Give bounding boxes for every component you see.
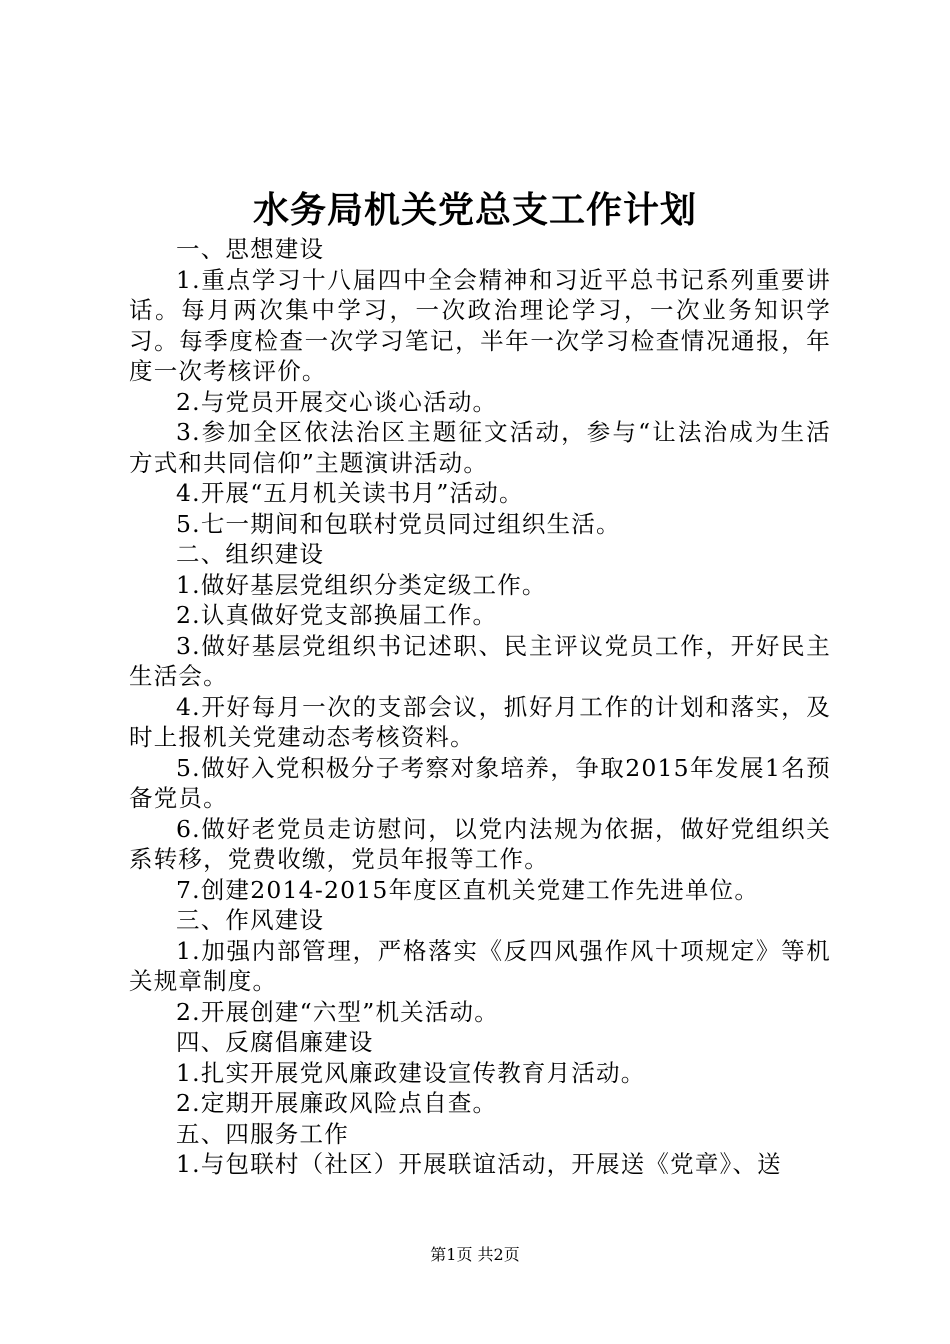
paragraph: 2.认真做好党支部换届工作。 bbox=[176, 601, 498, 629]
paragraph: 1.做好基层党组织分类定级工作。 bbox=[176, 570, 547, 599]
section-heading: 五、四服务工作 bbox=[176, 1119, 349, 1148]
document-body bbox=[129, 234, 831, 1180]
paragraph: 5.做好入党积极分子考察对象培养，争取2015年发展1名预备党员。 bbox=[129, 753, 831, 812]
paragraph: 7.创建2014-2015年度区直机关党建工作先进单位。 bbox=[176, 875, 760, 904]
paragraph: 5.七一期间和包联村党员同过组织生活。 bbox=[176, 509, 621, 538]
paragraph: 4.开好每月一次的支部会议，抓好月工作的计划和落实，及时上报机关党建动态考核资料。 bbox=[129, 692, 831, 751]
paragraph: 2.定期开展廉政风险点自查。 bbox=[176, 1089, 498, 1117]
paragraph: 1.与包联村（社区）开展联谊活动，开展送《党章》、送 bbox=[176, 1150, 782, 1178]
section-heading: 一、思想建设 bbox=[176, 235, 325, 263]
section-heading: 四、反腐倡廉建设 bbox=[176, 1028, 374, 1056]
paragraph: 1.加强内部管理，严格落实《反四风强作风十项规定》等机关规章制度。 bbox=[129, 936, 831, 995]
paragraph: 1.扎实开展党风廉政建设宣传教育月活动。 bbox=[176, 1058, 646, 1087]
section-heading: 二、组织建设 bbox=[176, 540, 325, 568]
paragraph: 3.参加全区依法治区主题征文活动，参与“让法治成为生活方式和共同信仰”主题演讲活动。 bbox=[129, 418, 831, 477]
paragraph: 1.重点学习十八届四中全会精神和习近平总书记系列重要讲话。每月两次集中学习，一次政治理论学习，一次业务知识学习。每季度检查一次学习笔记，半年一次学习检查情况通报，年度一次考核评价。 bbox=[129, 265, 831, 385]
paragraph: 4.开展“五月机关读书月”活动。 bbox=[176, 479, 524, 507]
paragraph: 2.开展创建“六型”机关活动。 bbox=[176, 997, 499, 1026]
paragraph: 6.做好老党员走访慰问，以党内法规为依据，做好党组织关系转移，党费收缴，党员年报等工作。 bbox=[129, 814, 831, 873]
paragraph: 2.与党员开展交心谈心活动。 bbox=[176, 387, 498, 416]
document-title: 水务局机关党总支工作计划 bbox=[252, 189, 697, 231]
page-footer: 第1页 共2页 bbox=[430, 1245, 520, 1264]
paragraph: 3.做好基层党组织书记述职、民主评议党员工作，开好民主生活会。 bbox=[129, 631, 831, 690]
section-heading: 三、作风建设 bbox=[176, 906, 325, 934]
